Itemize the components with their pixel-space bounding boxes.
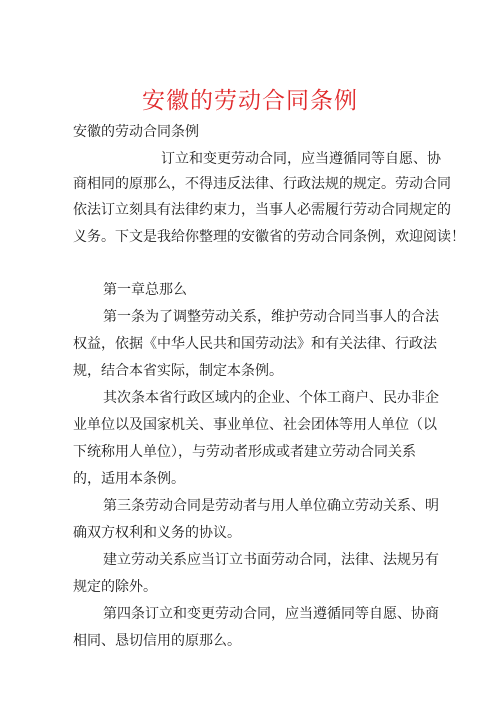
intro-line: 订立和变更劳动合同，应当遵循同等自愿、协 [161,151,441,167]
intro-line: 义务。下文是我给你整理的安徽省的劳动合同条例，欢迎阅读！ [73,229,465,245]
paragraph-line: 第四条订立和变更劳动合同，应当遵循同等自愿、协商 [103,606,439,622]
paragraph-line: 第三条劳动合同是劳动者与用人单位确立劳动关系、明 [103,498,439,514]
paragraph-line: 下统称用人单位），与劳动者形成或者建立劳动合同关系 [73,444,416,460]
chapter-heading: 第一章总那么 [103,282,187,298]
paragraph-line: 的，适用本条例。 [73,471,185,487]
paragraph-line: 权益，依据《中华人民共和国劳动法》和有关法律、行政法 [73,336,437,352]
paragraph-line: 第一条为了调整劳动关系，维护劳动合同当事人的合法 [103,309,439,325]
document-title: 安徽的劳动合同条例 [142,88,358,114]
paragraph-line: 确双方权利和义务的协议。 [73,525,241,541]
paragraph-line: 相同、恳切信用的原那么。 [73,633,241,649]
paragraph-line: 其次条本省行政区域内的企业、个体工商户、民办非企 [103,390,439,406]
document-subtitle: 安徽的劳动合同条例 [73,124,199,140]
paragraph-line: 规，结合本省实际，制定本条例。 [73,363,283,379]
paragraph-line: 建立劳动关系应当订立书面劳动合同，法律、法规另有 [103,552,439,568]
paragraph-line: 业单位以及国家机关、事业单位、社会团体等用人单位（以 [73,417,437,433]
intro-line: 依法订立刻具有法律约束力，当事人必需履行劳动合同规定的 [73,202,451,218]
paragraph-line: 规定的除外。 [73,579,157,595]
intro-line: 商相同的原那么，不得违反法律、行政法规的规定。劳动合同 [73,176,451,192]
